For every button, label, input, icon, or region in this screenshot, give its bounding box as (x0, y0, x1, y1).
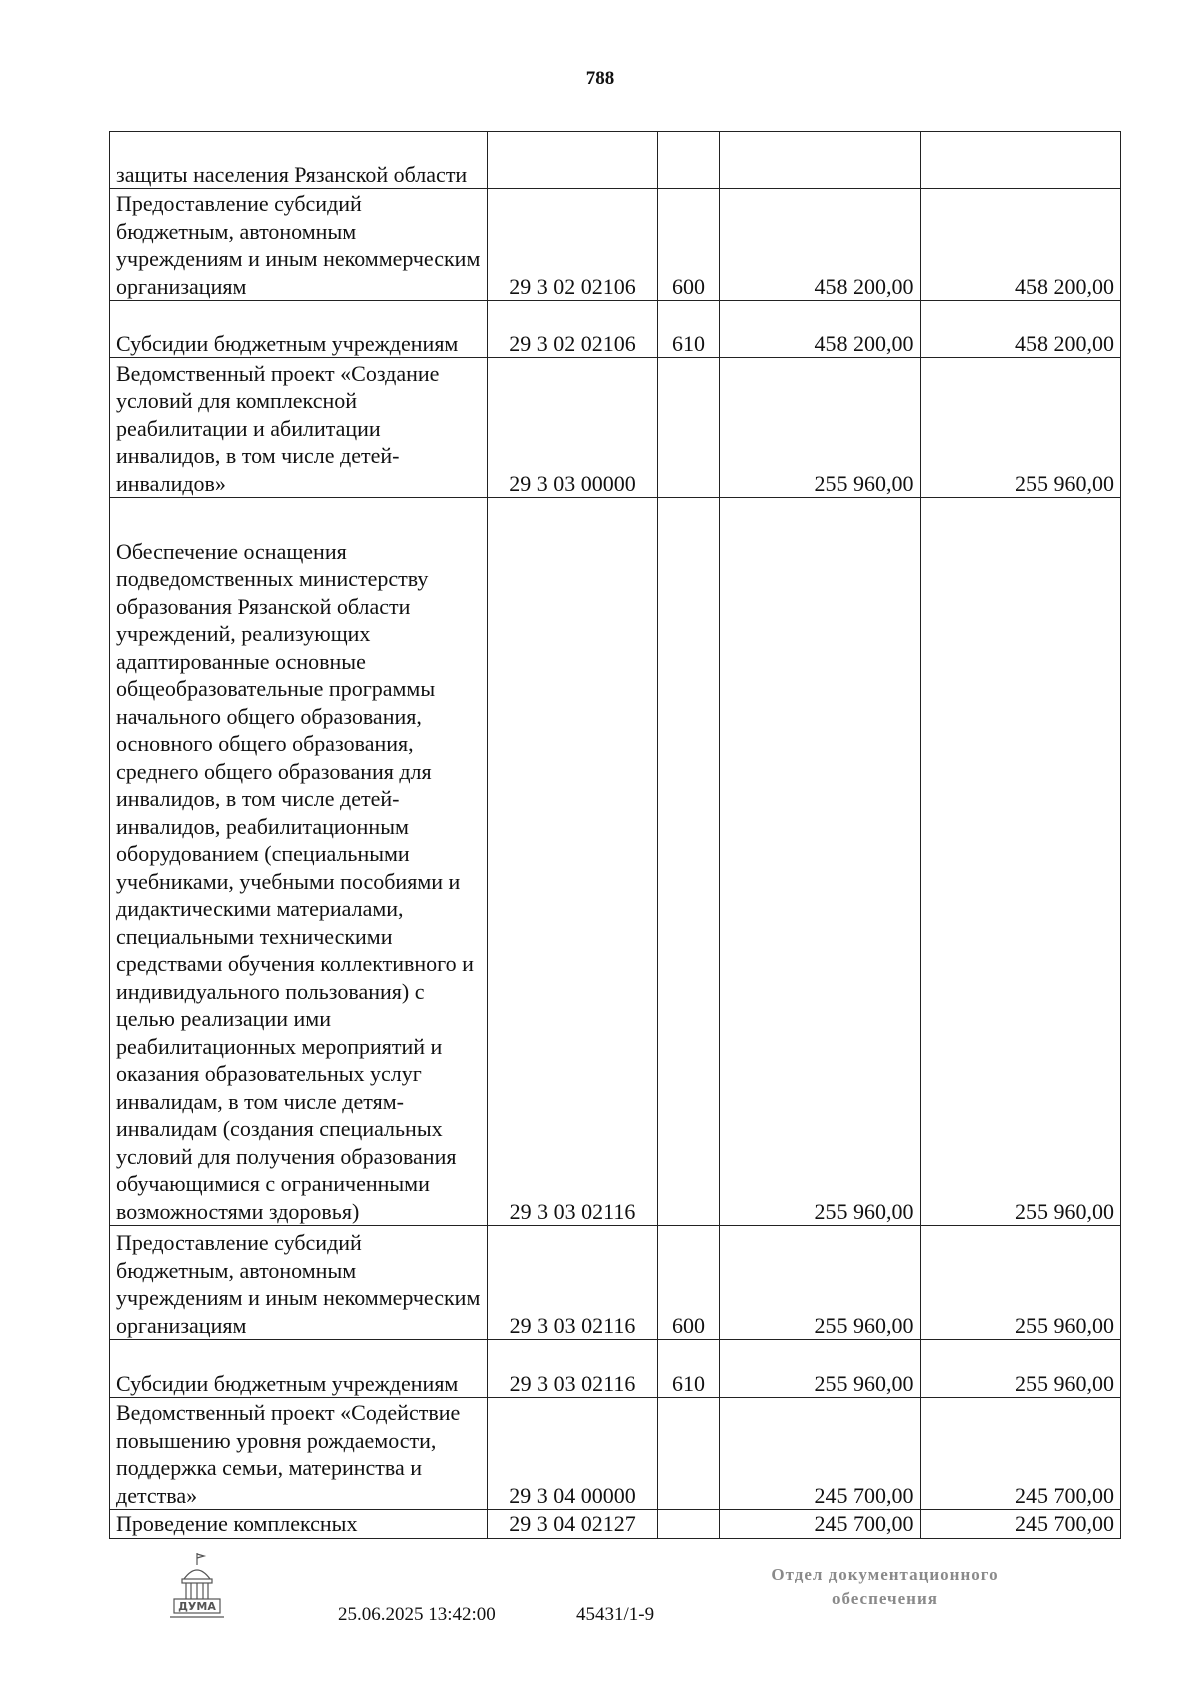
table-row (110, 1510, 1121, 1539)
row-name-cell: Предоставление субсидий бюджетным, автономным учреждениям и иным некоммерческим организациям (110, 1226, 488, 1340)
row-code-cell: 29 3 03 02116 (488, 1226, 658, 1340)
row-sum1-cell: 458 200,00 (720, 301, 920, 358)
table-row (110, 132, 1121, 189)
row-type-cell: 610 (657, 1340, 719, 1398)
row-sum1-cell: 255 960,00 (720, 1340, 920, 1398)
row-sum1-cell (720, 132, 920, 189)
row-type-cell (657, 1510, 719, 1539)
duma-building-emblem-icon (166, 1551, 228, 1623)
row-code-cell: 29 3 03 02116 (488, 1340, 658, 1398)
row-sum1-cell: 245 700,00 (720, 1398, 920, 1510)
row-sum2-cell: 255 960,00 (920, 358, 1120, 498)
row-code-cell: 29 3 04 02127 (488, 1510, 658, 1539)
row-type-cell: 600 (657, 1226, 719, 1340)
table-row (110, 358, 1121, 498)
row-code-cell: 29 3 03 02116 (488, 498, 658, 1226)
row-name-cell: Субсидии бюджетным учреждениям (110, 1340, 488, 1398)
row-type-cell (657, 498, 719, 1226)
row-type-cell: 610 (657, 301, 719, 358)
row-sum2-cell (920, 132, 1120, 189)
stamp-line-1: Отдел документационного (771, 1565, 999, 1584)
row-sum2-cell: 458 200,00 (920, 301, 1120, 358)
row-name-cell: защиты населения Рязанской области (110, 132, 488, 189)
table-row (110, 498, 1121, 1226)
row-type-cell (657, 358, 719, 498)
row-type-cell (657, 132, 719, 189)
logo-text: ДУМА (178, 1600, 216, 1613)
table-row (110, 301, 1121, 358)
department-stamp (725, 1563, 1045, 1611)
row-sum2-cell: 458 200,00 (920, 189, 1120, 301)
row-code-cell: 29 3 03 00000 (488, 358, 658, 498)
row-name-cell: Субсидии бюджетным учреждениям (110, 301, 488, 358)
row-name-cell: Ведомственный проект «Создание условий для комплексной реабилитации и абилитации инвалидов, в том числе детей-инвалидов» (110, 358, 488, 498)
row-type-cell: 600 (657, 189, 719, 301)
row-name-cell: Обеспечение оснащения подведомственных министерству образования Рязанской области учреждений, реализующих адаптированные основные общеобразовательные программы начального общего образования, основного общего образования, среднего общего образования для инвалидов, в том числе детей-инвалидов, реабилитационным оборудованием (специальными учебниками, учебными пособиями и дидактическими материалами, специальными техническими средствами обучения коллективного и индивидуального пользования) с целью реализации ими реабилитационных мероприятий и оказания образовательных услуг инвалидам, в том числе детям-инвалидам (создания специальных условий для получения образования обучающимися с ограниченными возможностями здоровья) (110, 498, 488, 1226)
table-row (110, 1340, 1121, 1398)
row-sum1-cell: 255 960,00 (720, 358, 920, 498)
page-number: 788 (585, 68, 615, 89)
row-sum2-cell: 245 700,00 (920, 1398, 1120, 1510)
print-datetime: 25.06.2025 13:42:00 (338, 1604, 496, 1625)
row-code-cell: 29 3 04 00000 (488, 1398, 658, 1510)
row-sum1-cell: 255 960,00 (720, 1226, 920, 1340)
row-code-cell (488, 132, 658, 189)
row-sum1-cell: 255 960,00 (720, 498, 920, 1226)
table-row (110, 1226, 1121, 1340)
row-sum1-cell: 245 700,00 (720, 1510, 920, 1539)
row-name-cell: Предоставление субсидий бюджетным, автономным учреждениям и иным некоммерческим организациям (110, 189, 488, 301)
row-code-cell: 29 3 02 02106 (488, 301, 658, 358)
table-row (110, 1398, 1121, 1510)
row-sum2-cell: 255 960,00 (920, 1226, 1120, 1340)
table-row (110, 189, 1121, 301)
row-type-cell (657, 1398, 719, 1510)
row-sum2-cell: 245 700,00 (920, 1510, 1120, 1539)
row-sum1-cell: 458 200,00 (720, 189, 920, 301)
row-sum2-cell: 255 960,00 (920, 1340, 1120, 1398)
document-number: 45431/1-9 (576, 1604, 655, 1625)
row-name-cell: Ведомственный проект «Содействие повышению уровня рождаемости, поддержка семьи, материнства и детства» (110, 1398, 488, 1510)
stamp-line-2: обеспечения (832, 1589, 938, 1608)
row-code-cell: 29 3 02 02106 (488, 189, 658, 301)
row-name-cell: Проведение комплексных (110, 1510, 488, 1539)
row-sum2-cell: 255 960,00 (920, 498, 1120, 1226)
budget-table (109, 131, 1121, 1539)
